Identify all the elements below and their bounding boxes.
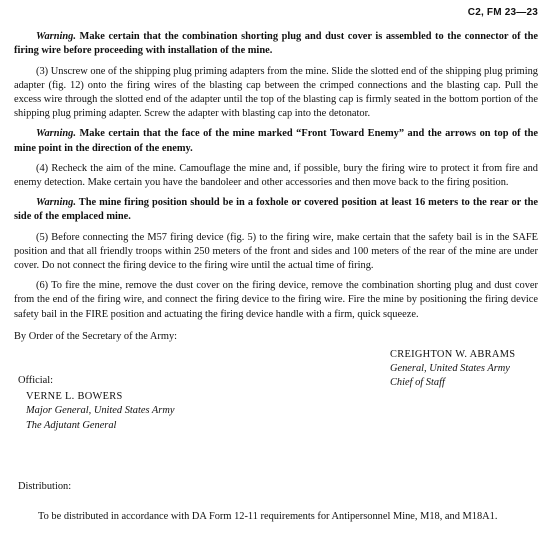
chief-name: CREIGHTON W. ABRAMS [390, 349, 516, 361]
document-page [14, 6, 538, 524]
chief-role: Chief of Staff [390, 377, 445, 389]
warning-lead: Warning. [36, 197, 76, 209]
distribution-label: Distribution: [18, 481, 72, 493]
official-title: Major General, United States Army [26, 405, 175, 417]
paragraph-5: (5) Before connecting the M57 firing device (fig. 5) to the firing wire, make certain that the safety bail is in the SAFE position and that all friendly troops within 250 meters of the front and sides and 100 meters of the rear of the mine are under cover. Do not connect the firing device to the firing wire until the actual time of firing. [14, 231, 538, 272]
order-line: By Order of the Secretary of the Army: [14, 330, 178, 342]
warning-firing-position [14, 196, 538, 224]
chief-of-staff-signature [390, 348, 550, 391]
warning-lead: Warning. [36, 128, 76, 140]
signature-block [14, 348, 538, 452]
official-signature [14, 374, 314, 433]
official-name: VERNE L. BOWERS [26, 391, 123, 403]
distribution-text: To be distributed in accordance with DA Form 12-11 requirements for Antipersonnel Mine, M18, and M18A1. [38, 511, 498, 523]
warning-text: Make certain that the face of the mine marked “Front Toward Enemy” and the arrows on top of the mine point in the direction of the enemy. [14, 128, 538, 154]
chief-title: General, United States Army [390, 363, 510, 375]
paragraph-4: (4) Recheck the aim of the mine. Camouflage the mine and, if possible, bury the firing wire to protect it from fire and enemy detection. Make certain you have the bandoleer and other accessories and then move back to the firing position. [14, 162, 538, 189]
warning-front-toward-enemy [14, 127, 538, 155]
paragraph-6: (6) To fire the mine, remove the dust cover on the firing device, remove the combination shorting plug and dust cover from the end of the firing wire, and connect the firing device to the firing wire. Fire the mine by positioning the firing device safety bail in the FIRE position and actuating the firing device handle with a firm, quick squeeze. [14, 280, 538, 320]
warning-text: Make certain that the combination shorting plug and dust cover is assembled to the connector of the firing wire before proceeding with installation of the mine. [14, 31, 538, 57]
warning-shorting-plug [14, 30, 538, 58]
official-label: Official: [18, 375, 54, 387]
warning-lead: Warning. [36, 31, 76, 43]
warning-text: The mine firing position should be in a foxhole or covered position at least 16 meters to the rear or the side of the emplaced mine. [14, 197, 538, 223]
page-header-code: C2, FM 23—23 [467, 7, 538, 18]
official-role: The Adjutant General [26, 419, 117, 431]
paragraph-3: (3) Unscrew one of the shipping plug priming adapters from the mine. Slide the slotted end of the shipping plug priming adapter (fig. 12) onto the firing wires of the blasting cap between the crimped connections and the blasting cap. Pull the excess wire through the slotted end of the adapter until the top of the blasting cap is firmly seated in the bottom portion of the shipping plug priming adapter. Screw the adapter with blasting cap into the detonator. [14, 65, 538, 120]
